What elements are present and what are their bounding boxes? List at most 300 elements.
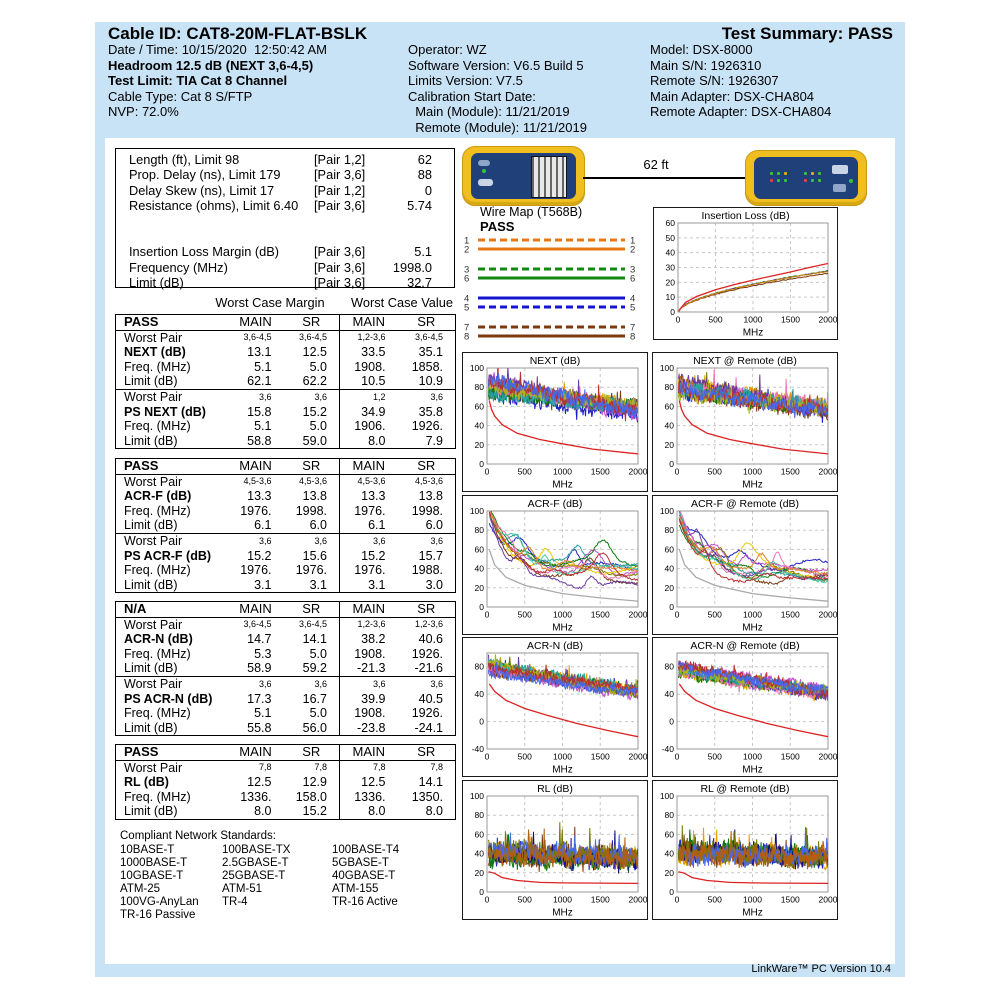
chart-label: 20 [474,867,484,878]
summary-value: 0 [424,182,432,198]
summary-label: Length (ft), Limit 98 [129,152,240,167]
limit-value: 59.0 [302,433,327,448]
limits-version: Limits Version: V7.5 [408,73,523,88]
freq-value: 1976. [240,563,272,578]
summary-row [116,183,454,198]
chart-label: 10 [665,292,675,303]
main-tester-led [482,169,486,173]
row-label: Worst Pair [124,533,183,548]
freq-value: 5.1 [254,706,272,721]
chart-label: 40 [474,563,484,574]
remote-tester-face [754,157,858,199]
row-label: Worst Pair [124,676,183,691]
chart-label: 2000 [628,609,647,620]
row-label: Limit (dB) [124,433,178,448]
worst-pair-value: 1,2 [340,389,398,404]
limit-value: 6.1 [340,518,398,533]
link-length-label: 62 ft [643,157,669,172]
standard-item: TR-4 [222,896,248,908]
summary-value: 62 [417,152,432,167]
row-label: Worst Pair [124,760,183,775]
standards-column [222,844,332,922]
chart-label: 0 [674,751,680,762]
main-tester-button2 [478,160,490,166]
row-label: Limit (dB) [124,577,178,592]
result-table [115,458,456,593]
headroom: Headroom 12.5 dB (NEXT 3,6-4,5) [108,57,314,73]
chart-label: 1000 [553,609,572,620]
chart-label: 60 [664,544,674,555]
chart-label: ACR-F (dB) [527,498,583,510]
chart-label: 1000 [743,894,762,905]
standard-item: 40GBASE-T [332,870,396,882]
metric-value: 15.2 [302,404,327,419]
metric-value: 14.7 [247,632,272,647]
chart-label: 500 [707,894,722,905]
summary-row [116,198,454,213]
worst-pair-value: 3,6 [258,391,272,402]
chart-label: MHz [742,479,763,491]
worst-case-column-headers [115,295,455,312]
chart-next-db [462,352,648,492]
wire-pin-label: 4 [630,293,636,305]
worst-pair-value: 7,8 [258,762,272,773]
chart-label: MHz [552,479,573,491]
chart-label: RL @ Remote (dB) [700,783,790,795]
worst-pair-value: 3,6 [340,533,398,548]
freq-value: 1906. [340,419,398,434]
summary-pair: [Pair 3,6] [314,167,366,183]
remote-tester-button [832,165,848,174]
worst-case-value-header: Worst Case Value [351,295,453,310]
result-table [115,314,456,449]
metric-value: 40.5 [418,691,443,706]
model: Model: DSX-8000 [650,42,753,57]
chart-label: 40 [474,689,484,700]
worst-pair-value: 3,6-4,5 [243,332,272,343]
limit-value: 10.9 [398,374,456,389]
freq-value: 1858. [411,359,443,374]
chart-label: 1500 [590,894,610,905]
linkware-version: LinkWare™ PC Version 10.4 [751,963,891,975]
worst-pair-value: 1,2-3,6 [340,330,398,345]
worst-pair-value: 3,6 [340,676,398,691]
chart-label: 500 [708,314,723,325]
chart-label: 80 [474,525,484,536]
chart-rl-db [462,780,648,920]
summary-row [116,167,454,182]
freq-value: 1988. [411,563,443,578]
chart-label: 80 [664,382,674,393]
standard-item: 1000BASE-T [120,857,188,869]
chart-label: 40 [664,563,674,574]
metric-label: ACR-N (dB) [124,632,193,647]
chart-acr-n-remote-db [652,637,838,777]
col-header: SR [284,602,340,618]
chart-next-remote-db [652,352,838,492]
metric-label: PS ACR-N (dB) [124,691,213,706]
chart-label: ACR-F @ Remote (dB) [690,498,800,510]
row-label: Freq. (MHz) [124,789,191,804]
metric-value: 12.5 [340,775,398,790]
chart-label: 0 [669,459,674,469]
limit-value: 8.0 [340,804,398,819]
chart-label: 40 [664,689,674,700]
chart-label: 0 [484,894,490,905]
remote-serial: Remote S/N: 1926307 [650,73,779,88]
limit-value: -24.1 [414,720,443,735]
row-label: Freq. (MHz) [124,563,191,578]
chart-label: 1000 [553,894,572,905]
chart-label: 1000 [743,609,762,620]
chart-label: 80 [474,810,484,821]
chart-label: 0 [479,887,484,897]
chart-label: 0 [675,314,681,325]
worst-pair-value: 3,6-4,5 [298,619,327,630]
chart-label: 0 [479,602,484,612]
chart-label: 1500 [780,466,800,477]
row-label: Freq. (MHz) [124,503,191,518]
metric-value: 13.3 [340,489,398,504]
limit-value: -23.8 [340,721,398,736]
chart-label: MHz [742,907,763,919]
chart-label: ACR-N @ Remote (dB) [690,640,800,652]
metric-value: 39.9 [340,692,398,707]
calibration-start-date: Calibration Start Date: [408,88,536,104]
chart-label: MHz [552,907,573,919]
wire-pin-label: 1 [464,235,470,247]
metric-value: 35.8 [418,404,443,419]
compliant-standards-columns [120,844,460,922]
col-header: MAIN [340,745,398,761]
freq-value: 1998. [295,503,327,518]
result-table [115,744,456,820]
measurement-summary-box [115,148,455,291]
main-adapter: Main Adapter: DSX-CHA804 [650,88,815,104]
standard-item: 100BASE-T4 [332,844,400,856]
worst-pair-value: 3,6 [430,678,443,689]
row-label: Worst Pair [124,617,183,632]
chart-label: 0 [484,751,490,762]
chart-label: ACR-N (dB) [526,640,584,652]
summary-label: Frequency (MHz) [129,259,228,275]
worst-pair-value: 1,2-3,6 [414,619,443,630]
chart-label: 60 [474,829,484,840]
metric-label: RL (dB) [124,775,169,790]
metric-label: PS NEXT (dB) [124,404,206,419]
chart-label: 20 [664,582,674,593]
standards-column [332,844,460,922]
standard-item: ATM-25 [120,883,161,895]
worst-pair-value: 3,6 [430,535,443,546]
chart-label: 1000 [553,751,572,762]
row-label: Limit (dB) [124,720,178,735]
table-status: PASS [116,315,228,331]
summary-row [116,275,454,290]
chart-acr-n-db [462,637,648,777]
chart-label: 30 [665,262,675,273]
chart-label: MHz [742,622,763,634]
wire-pin-label: 3 [464,264,470,276]
summary-value: 1998.0 [392,259,432,275]
chart-acr-f-db [462,495,648,635]
chart-label: 2000 [818,894,837,905]
standard-item: 2.5GBASE-T [222,857,289,869]
standards-column [120,844,222,922]
remote-adapter: Remote Adapter: DSX-CHA804 [650,104,832,119]
freq-value: 1926. [411,419,443,434]
worst-pair-value: 4,5-3,6 [298,476,327,487]
worst-pair-value: 3,6 [258,535,272,546]
acrf-result-table [115,458,456,593]
summary-pair: [Pair 3,6] [314,244,366,260]
freq-value: 5.0 [309,419,327,434]
header-left-column [108,42,327,120]
limit-value: 6.0 [398,518,456,533]
freq-value: 1976. [340,504,398,519]
worst-case-margin-header: Worst Case Margin [215,295,325,310]
remote-tester-led [849,179,853,183]
freq-value: 1926. [411,646,443,661]
limit-value: 62.1 [228,374,284,389]
wire-pin-label: 1 [630,235,636,247]
wire-pin-label: 5 [464,302,470,314]
chart-label: 500 [707,609,722,620]
chart-label: 0 [484,609,490,620]
chart-insertion-loss-db [653,207,838,340]
chart-label: 80 [664,525,674,536]
row-label: Freq. (MHz) [124,646,191,661]
chart-label: 0 [669,602,674,612]
standard-item: ATM-155 [332,883,379,895]
chart-label: 1500 [781,314,800,325]
chart-label: 500 [517,466,532,477]
report-body-panel [105,138,895,964]
chart-label: 20 [474,439,484,450]
row-label: Limit (dB) [116,374,228,389]
main-tester-button [478,179,493,186]
chart-label: 20 [664,439,674,450]
worst-pair-value: 3,6 [314,535,327,546]
metric-label: PS ACR-F (dB) [124,548,212,563]
main-serial: Main S/N: 1926310 [650,57,762,73]
chart-label: 1000 [743,466,762,477]
compliant-standards-title: Compliant Network Standards: [120,830,276,842]
chart-label: 0 [484,466,490,477]
summary-label: Resistance (ohms), Limit 6.40 [129,198,299,214]
chart-label: 60 [665,218,675,228]
chart-label: NEXT (dB) [529,355,581,367]
chart-acr-f-remote-db [652,495,838,635]
metric-value: 13.3 [247,489,272,504]
remote-tester-leds [770,172,773,175]
col-header: MAIN [340,315,398,331]
chart-label: 1000 [743,751,762,762]
test-limit: Test Limit: TIA Cat 8 Channel [108,73,288,88]
chart-label: 40 [665,247,675,258]
limit-value: 59.2 [284,661,340,676]
remote-tester-button2 [833,184,846,192]
worst-pair-value: 3,6-4,5 [243,619,272,630]
link-length-line [583,177,745,179]
worst-pair-value: 7,8 [430,762,443,773]
freq-value: 1908. [340,706,398,721]
wire-pin-label: 3 [630,264,636,276]
summary-value: 32.7 [407,275,432,291]
summary-label: Delay Skew (ns), Limit 17 [129,182,275,198]
summary-row [116,244,454,259]
metric-value: 33.5 [340,345,398,360]
standard-item: 25GBASE-T [222,870,286,882]
freq-value: 5.0 [309,359,327,374]
result-table [115,601,456,736]
summary-row [116,229,454,244]
wire-pin-label: 6 [630,273,636,285]
standard-item: 100VG-AnyLan [120,896,199,908]
wire-map-title: Wire Map (T568B) [480,205,583,219]
freq-value: 1350. [411,789,443,804]
limit-value: 56.0 [302,720,327,735]
table-status: N/A [116,602,228,618]
chart-label: 1500 [590,466,610,477]
next-result-table [115,314,456,449]
limit-value: 3.1 [340,578,398,593]
chart-label: 40 [474,848,484,859]
summary-row [116,152,454,167]
acrn-result-table [115,601,456,736]
chart-label: 0 [479,716,484,727]
chart-label: 60 [664,401,674,412]
standard-item: TR-16 Passive [120,909,196,921]
freq-value: 5.1 [254,359,272,374]
wire-pin-label: 7 [464,322,470,334]
metric-value: 14.1 [302,632,327,647]
chart-label: 60 [664,829,674,840]
rl-result-table [115,744,456,820]
report-frame [95,22,905,977]
limit-value: 6.0 [284,518,340,533]
nvp: NVP: 72.0% [108,104,179,119]
chart-label: MHz [552,764,573,776]
summary-pair: [Pair 3,6] [314,275,366,291]
summary-label: Insertion Loss Margin (dB) [129,244,280,260]
limit-value: 55.8 [247,720,272,735]
chart-label: -40 [661,744,674,754]
row-label: Freq. (MHz) [124,706,191,721]
chart-label: MHz [742,764,763,776]
metric-value: 12.5 [247,775,272,790]
freq-value: 1908. [340,647,398,662]
chart-label: 2000 [818,609,837,620]
worst-pair-value: 4,5-3,6 [340,474,398,489]
main-tester-image [462,146,585,206]
chart-label: 2000 [628,466,647,477]
limit-value: 58.8 [247,433,272,448]
wire-pin-label: 8 [630,331,636,343]
freq-value: 1908. [340,360,398,375]
col-header: MAIN [228,459,284,475]
freq-value: 5.0 [309,706,327,721]
metric-value: 13.1 [247,345,272,360]
freq-value: 5.1 [254,419,272,434]
col-header: MAIN [228,745,284,761]
chart-label: 80 [474,382,484,393]
chart-label: 2000 [818,751,837,762]
freq-value: 1998. [411,503,443,518]
metric-value: 15.2 [247,548,272,563]
cable-id-title: Cable ID: CAT8-20M-FLAT-BSLK [108,24,368,43]
chart-label: MHz [742,327,764,339]
main-tester-screen [531,156,567,198]
limit-value: 8.0 [340,434,398,449]
row-label: Limit (dB) [116,518,228,533]
standard-item: 100BASE-TX [222,844,291,856]
date-time: Date / Time: 10/15/2020 12:50:42 AM [108,42,327,57]
chart-label: 0 [674,894,680,905]
calibration-remote: Remote (Module): 11/21/2019 [408,119,587,135]
chart-label: 80 [664,810,674,821]
metric-value: 38.2 [340,632,398,647]
chart-label: 50 [665,232,675,243]
compliant-standards [120,830,460,922]
col-header: MAIN [228,315,284,331]
chart-label: 2000 [628,751,647,762]
summary-pair: [Pair 1,2] [314,152,366,167]
header-right-column [650,42,831,120]
chart-label: 20 [474,582,484,593]
standard-item: ATM-51 [222,883,263,895]
software-version: Software Version: V6.5 Build 5 [408,57,584,73]
metric-value: 16.7 [302,691,327,706]
remote-tester-image [745,150,867,206]
worst-pair-value: 3,6 [314,678,327,689]
metric-value: 13.8 [302,489,327,504]
cable-type: Cable Type: Cat 8 S/FTP [108,88,253,104]
metric-value: 15.2 [340,549,398,564]
chart-label: 500 [517,894,532,905]
worst-pair-value: 3,6-4,5 [414,332,443,343]
chart-label: 20 [664,867,674,878]
col-header: SR [398,745,456,761]
limit-value: 15.2 [302,804,327,819]
summary-pair: [Pair 3,6] [314,259,366,275]
chart-label: 100 [659,363,674,373]
wire-pin-label: 4 [464,293,470,305]
operator: Operator: WZ [408,42,487,57]
wire-map-status: PASS [480,219,515,234]
limit-value: 8.0 [254,804,272,819]
chart-label: 2000 [818,466,837,477]
metric-value: 15.6 [302,548,327,563]
limit-value: -21.6 [398,661,456,676]
row-label: Freq. (MHz) [124,419,191,434]
chart-label: 100 [469,363,484,373]
limit-value: 8.0 [425,804,443,819]
wire-map-diagram [460,234,650,369]
chart-label: 60 [474,401,484,412]
chart-label: NEXT @ Remote (dB) [693,355,797,367]
main-tester-face [471,153,576,199]
worst-pair-value: 3,6 [314,391,327,402]
standard-item: 5GBASE-T [332,857,389,869]
col-header: SR [284,745,340,761]
chart-label: 1500 [780,894,800,905]
chart-label: 40 [664,848,674,859]
chart-label: 20 [665,277,675,288]
metric-value: 15.7 [418,548,443,563]
worst-pair-value: 3,6 [258,678,272,689]
chart-label: 2000 [628,894,647,905]
